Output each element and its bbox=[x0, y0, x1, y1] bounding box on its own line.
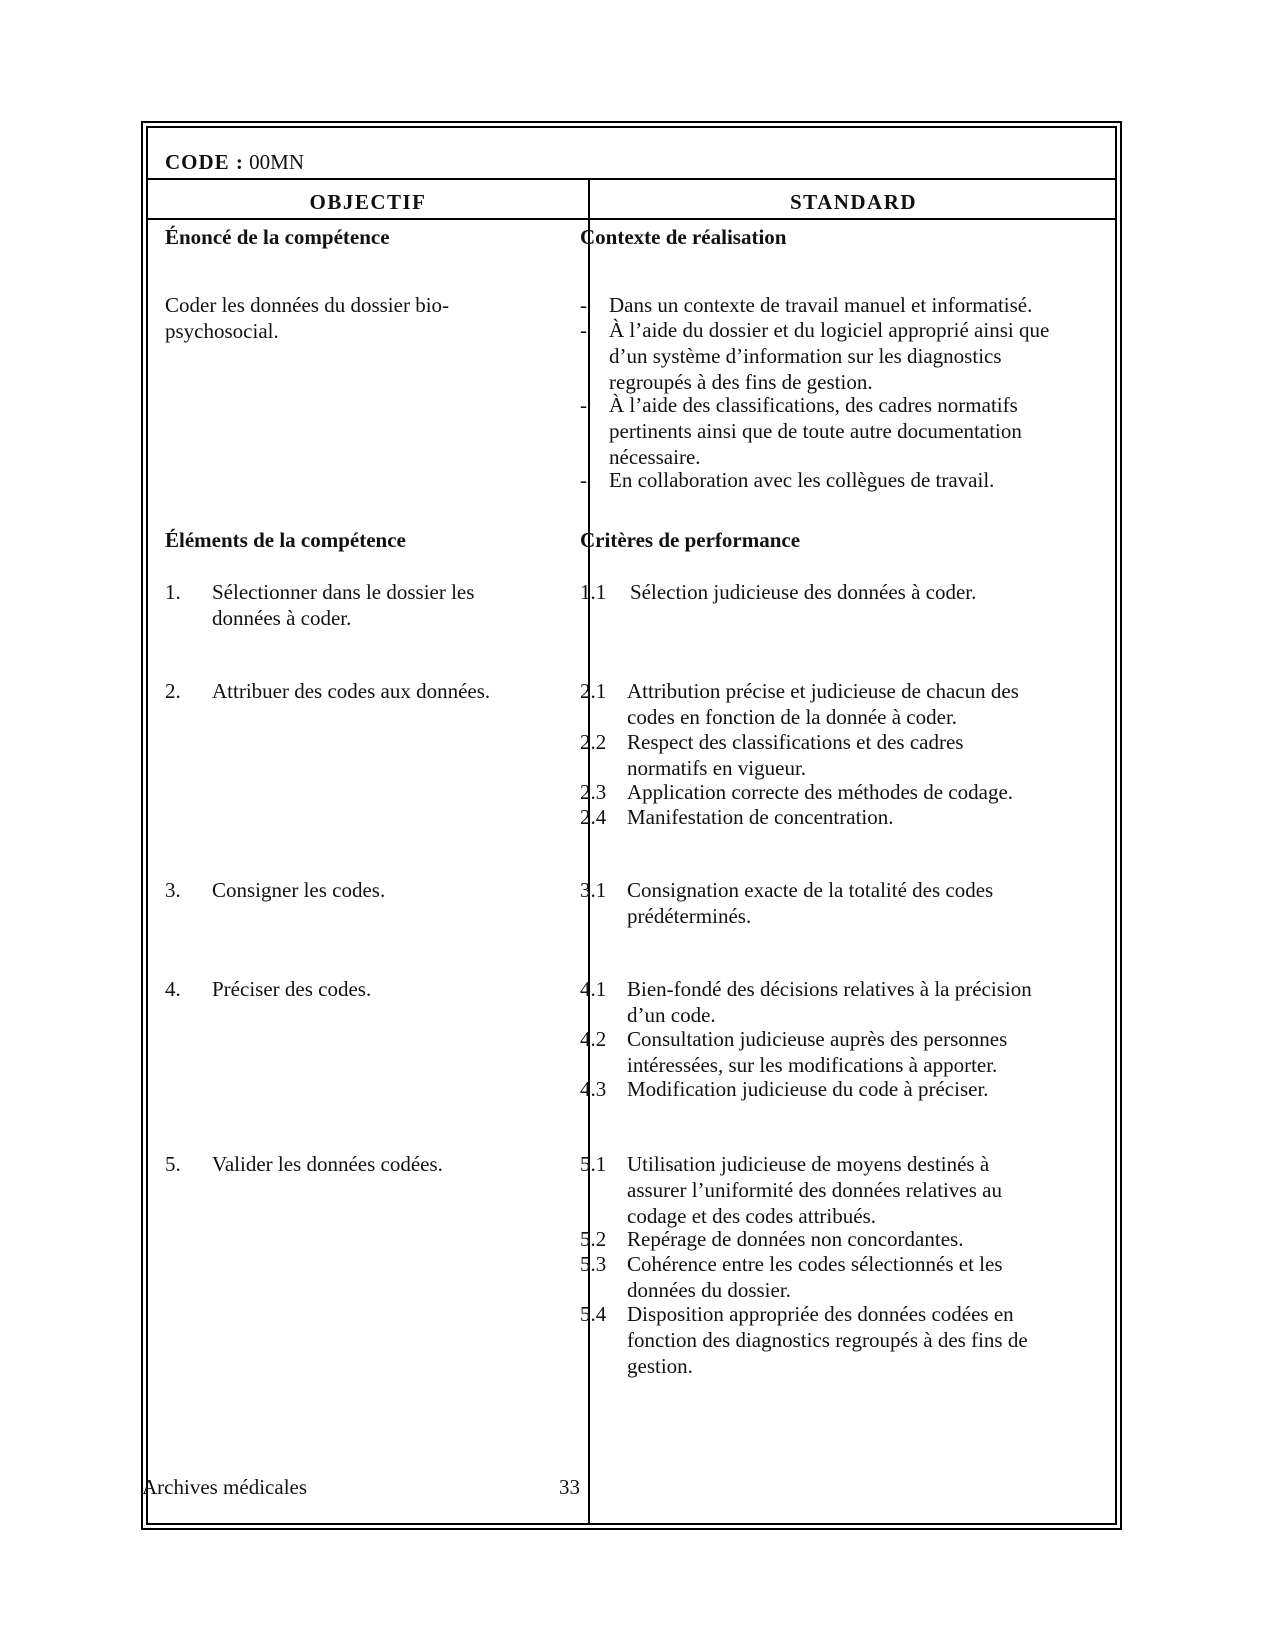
elements-title: Éléments de la compétence bbox=[165, 528, 406, 552]
footer-title: Archives médicales bbox=[142, 1475, 308, 1499]
code-value: 00MN bbox=[249, 150, 305, 174]
criteres-title: Critères de performance bbox=[580, 528, 801, 552]
code-label: CODE : bbox=[165, 150, 244, 174]
code-row bbox=[148, 128, 1115, 180]
competency-table: CODE : 00MN OBJECTIF STANDARD Énoncé de la compétence Coder les données du dossier bio-psychosocial. Éléments de la compétence 1. Sélectionner dans le dossier les données à coder. 2. Attribuer des codes aux données. 3. Consigner les codes. 4. Préciser des codes. 5. Valider les données codées. Contexte de réalisation - Dans un contexte de travail manuel et informatisé. - À l’aide du dossier et du logiciel approprié ainsi que d’un système d’information sur les diagnostics regroupés à des fins de gestion. - À l’aide des classifications, des cadres normatifs pertinents ainsi que de toute autre documentation nécessaire. - En collaboration avec les collègues de travail. Critères de performance 1.1 Sélection judicieuse des données à coder. 2.1 Attribution précise et judicieuse de chacun des codes en fonction de la donnée à coder. 2.2 Respect des classifications et des cadres normatifs en vigueur. 2.3 Application correcte des méthodes de codage. 2.4 Manifestation de concentration. 3.1 Consignation exacte de la totalité des codes prédéterminés. 4.1 Bien-fondé des décisions relatives à la précision d’un code. 4.2 Consultation judicieuse auprès des personnes intéressées, sur les modifications à apporter. 4.3 Modification judicieuse du code à préciser. 5.1 Utilisation judicieuse de moyens destinés à assurer l’uniformité des données relatives au codage et des codes attribués. 5.2 Repérage de données non concordantes. 5.3 Cohérence entre les codes sélectionnés et les données du dossier. 5.4 Disposition appropriée des données codées en fonction des diagnostics regroupés à des fins de gestion. bbox=[146, 126, 1117, 1525]
contexte-title: Contexte de réalisation bbox=[580, 225, 787, 249]
enonce-text: Coder les données du dossier bio-psychosocial. bbox=[165, 293, 450, 343]
header-row bbox=[148, 178, 1115, 220]
header-objectif: OBJECTIF bbox=[309, 190, 427, 214]
page-number: 33 bbox=[559, 1475, 580, 1499]
header-standard: STANDARD bbox=[789, 190, 918, 214]
enonce-title: Énoncé de la compétence bbox=[165, 225, 390, 249]
